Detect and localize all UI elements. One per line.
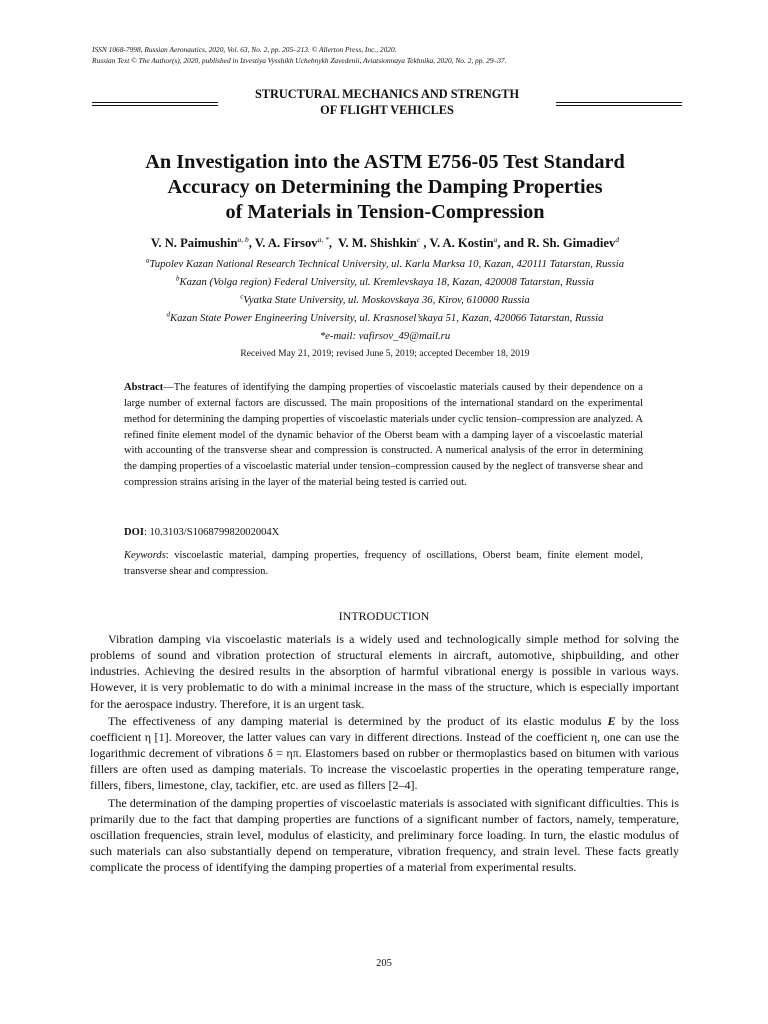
author-name: V. M. Shishkin	[338, 236, 417, 250]
doi-line	[124, 526, 643, 540]
author-affiliation-mark: d	[615, 234, 620, 244]
journal-citation-line: ISSN 1068-7998, Russian Aeronautics, 2020, Vol. 63, No. 2, pp. 205–213. © Allerton Press, Inc., 2020.	[92, 45, 397, 54]
abstract	[124, 380, 643, 491]
paragraph-2	[90, 713, 679, 794]
corresponding-email[interactable]: *e-mail: vafirsov_49@mail.ru	[319, 330, 451, 342]
author-list	[40, 235, 730, 251]
abstract-text: —The features of identifying the damping properties of viscoelastic materials caused by their dependence on a large number of external factors are discussed. The main propositions of the international standard on the experimental method for determining the damping properties of viscoelastic materials under cyclic tension–compression are analyzed. A refined finite element model of the dynamic behavior of the Oberst beam with a damping layer of a viscoelastic material with accounting of the transverse shear and compression is constructed. A numerical analysis of the error in determining the damping properties of a viscoelastic material under tension–compression caused by the neglect of transverse shear and compression strains arising in the layer of the material being tested is carried out.	[124, 382, 643, 489]
affiliation-c	[40, 293, 730, 307]
author-name: R. Sh. Gimadiev	[527, 236, 616, 250]
paragraph-3: The determination of the damping properties of viscoelastic materials is associated with significant difficulties. This is primarily due to the fact that damping properties are functions of a significant number of factors, namely, temperature, oscillation frequencies, strain level, modulus of elasticity, and preliminary force loading. In turn, the elastic modulus of such materials can also substantially depend on temperature, vibration frequency, and strain level. These facts greatly complicate the process of identifying the damping properties of a material from experimental results.	[90, 795, 679, 875]
affiliation-text: Vyatka State University, ul. Moskovskaya 36, Kirov, 610000 Russia	[243, 294, 530, 306]
author-name: V. N. Paimushin	[150, 236, 238, 250]
affiliation-mark: d	[166, 310, 171, 319]
keywords	[124, 548, 643, 580]
section-title	[92, 86, 682, 118]
author-separator: ,	[248, 236, 255, 250]
abstract-label: Abstract	[124, 382, 164, 393]
paragraph-2-part-1: The effectiveness of any damping material is determined by the product of its elastic modulus	[108, 713, 608, 728]
paper-title-line-1: An Investigation into the ASTM E756-05 Test Standard	[145, 151, 625, 173]
introduction-heading: INTRODUCTION	[338, 609, 430, 623]
affiliation-b	[40, 275, 730, 289]
section-title-line-1: STRUCTURAL MECHANICS AND STRENGTH	[254, 87, 520, 101]
translation-citation-line: Russian Text © The Author(s), 2020, published in Izvestiya Vysshikh Uchebnykh Zavedenii, Aviatsionnaya Tekhnika, 2020, No. 2, pp. 29–37.	[92, 56, 507, 65]
author-separator: ,	[420, 236, 430, 250]
author-name: V. A. Kostin	[429, 236, 494, 250]
paper-title-line-2: Accuracy on Determining the Damping Properties	[167, 176, 603, 198]
author-affiliation-mark: a, b	[237, 234, 249, 244]
author-affiliation-mark: a	[493, 234, 498, 244]
author-affiliation-mark: a, *	[317, 234, 329, 244]
doi-value[interactable]: : 10.3103/S106879982002004X	[143, 527, 280, 538]
author-affiliation-mark: c	[416, 234, 421, 244]
affiliation-mark: a	[145, 256, 150, 265]
paper-title-line-3: of Materials in Tension-Compression	[225, 201, 545, 223]
received-dates: Received May 21, 2019; revised June 5, 2019; accepted December 18, 2019	[240, 349, 530, 359]
elastic-modulus-symbol: E	[607, 713, 616, 728]
paper-title	[60, 150, 710, 225]
paragraph-2-part-2: by the loss coefficient η [1]. Moreover, the latter values can vary in different directions. Instead of the coefficient η, one can use the logarithmic decrement of vibrations δ = ηπ. Elastomers based on rubber or thermoplastics based on bitumen with various fillers are often used as damping materials. To increase the viscoelastic properties in the operating temperature range, fillers, fibers, limestone, clay, tackifier, etc. are used as fillers [2–4].	[90, 713, 679, 793]
paragraph-1: Vibration damping via viscoelastic materials is a widely used and technologically simple method for solving the problems of sound and vibration protection of structural elements in aircraft, automotive, shipbuilding, and other industries. Achieving the desired results in the absorption of harmful vibrational energy is possible in various ways. However, it is very problematic to do with a minimal increase in the mass of the structure, which is especially important for the aerospace industry. Therefore, it is an urgent task.	[90, 632, 679, 711]
keywords-text: : viscoelastic material, damping properties, frequency of oscillations, Oberst beam, finite element model, transverse shear and compression.	[124, 550, 643, 577]
page-number: 205	[376, 958, 392, 969]
section-title-line-2: OF FLIGHT VEHICLES	[320, 103, 454, 117]
affiliation-mark: c	[240, 292, 244, 301]
keywords-label: Keywords	[124, 550, 166, 561]
section-heading-block	[92, 86, 682, 126]
affiliation-text: Kazan (Volga region) Federal University, ul. Kremlevskaya 18, Kazan, 420008 Tatarstan, Russia	[179, 276, 594, 288]
affiliation-d	[40, 311, 730, 325]
affiliation-text: Kazan State Power Engineering University, ul. Krasnosel’skaya 51, Kazan, 420066 Tatarstan, Russia	[170, 312, 604, 324]
author-separator: ,	[328, 236, 339, 250]
author-name: V. A. Firsov	[254, 236, 318, 250]
affiliation-mark: b	[176, 274, 180, 283]
doi-label: DOI	[124, 527, 144, 538]
body-text	[90, 631, 679, 875]
author-separator: , and	[497, 236, 528, 250]
affiliation-a	[40, 257, 730, 271]
affiliation-text: Tupolev Kazan National Research Technical University, ul. Karla Marksa 10, Kazan, 420111 Tatarstan, Russia	[149, 258, 625, 270]
